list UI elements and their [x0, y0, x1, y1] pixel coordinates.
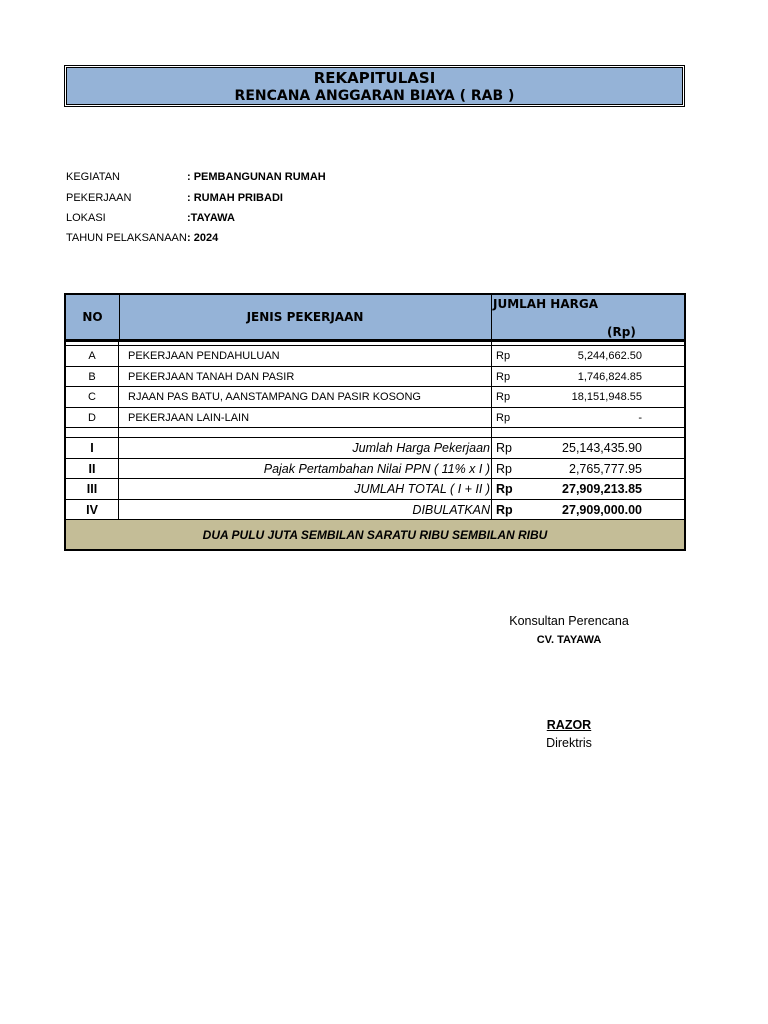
summary-value: 25,143,435.90 — [562, 441, 642, 455]
table-row — [66, 407, 684, 427]
summary-row — [66, 458, 684, 478]
summary-jenis: Pajak Pertambahan Nilai PPN ( 11% x I ) — [119, 459, 492, 478]
info-value: : RUMAH PRIBADI — [187, 192, 283, 204]
row-jenis: RJAAN PAS BATU, AANSTAMPANG DAN PASIR KOSONG — [119, 387, 492, 407]
table-row — [66, 366, 684, 386]
summary-no: I — [66, 438, 119, 458]
summary-value: 27,909,213.85 — [562, 482, 642, 496]
signature-role: Konsultan Perencana — [509, 614, 629, 628]
header-jumlah-label: JUMLAH HARGA — [493, 297, 599, 311]
row-jenis: PEKERJAAN PENDAHULUAN — [119, 346, 492, 366]
summary-currency: Rp — [496, 461, 512, 476]
info-value: : PEMBANGUNAN RUMAH — [187, 171, 326, 183]
table-row — [66, 345, 684, 366]
row-no: C — [66, 387, 119, 407]
document-subtitle: RENCANA ANGGARAN BIAYA ( RAB ) — [234, 88, 515, 104]
header-jumlah — [492, 295, 684, 339]
header-no: NO — [66, 295, 120, 339]
info-label: KEGIATAN — [66, 171, 120, 183]
row-currency: Rp — [496, 350, 511, 362]
row-currency: Rp — [496, 411, 511, 424]
header-unit-label: (Rp) — [607, 325, 636, 339]
row-value: - — [638, 411, 642, 424]
title-box — [64, 65, 685, 107]
summary-no: III — [66, 479, 119, 499]
row-currency: Rp — [496, 391, 511, 403]
summary-value: 27,909,000.00 — [562, 502, 642, 517]
summary-jenis: JUMLAH TOTAL ( I + II ) — [119, 479, 492, 499]
summary-row — [66, 478, 684, 499]
table-body — [64, 341, 686, 551]
summary-jenis: Jumlah Harga Pekerjaan — [119, 438, 492, 458]
summary-currency: Rp — [496, 482, 513, 496]
signature-company: CV. TAYAWA — [536, 634, 602, 646]
document-title: REKAPITULASI — [313, 69, 436, 87]
table-row — [66, 386, 684, 407]
summary-value: 2,765,777.95 — [569, 461, 642, 476]
info-label: PEKERJAAN — [66, 192, 132, 204]
info-label: TAHUN PELAKSANAAN — [66, 232, 187, 244]
info-value: :TAYAWA — [187, 212, 235, 224]
row-value: 1,746,824.85 — [577, 370, 642, 383]
row-jenis: PEKERJAAN TANAH DAN PASIR — [119, 367, 492, 386]
amount-in-words: DUA PULU JUTA SEMBILAN SARATU RIBU SEMBILAN RIBU — [66, 519, 684, 549]
row-no: D — [66, 408, 119, 427]
info-label: LOKASI — [66, 212, 106, 224]
row-jenis: PEKERJAAN LAIN-LAIN — [119, 408, 492, 427]
row-value: 18,151,948.55 — [571, 391, 642, 403]
summary-no: IV — [66, 500, 119, 519]
header-jenis: JENIS PEKERJAAN — [119, 295, 492, 339]
table-header — [64, 293, 686, 341]
info-value: : 2024 — [187, 232, 219, 244]
summary-no: II — [66, 459, 119, 478]
summary-currency: Rp — [496, 441, 512, 455]
row-currency: Rp — [496, 370, 511, 383]
row-no: B — [66, 367, 119, 386]
spacer-row — [66, 427, 684, 437]
row-no: A — [66, 346, 119, 366]
summary-row — [66, 499, 684, 519]
summary-row — [66, 437, 684, 458]
signatory-position: Direktris — [546, 736, 592, 750]
summary-jenis: DIBULATKAN — [119, 500, 492, 519]
summary-currency: Rp — [496, 502, 513, 517]
row-value: 5,244,662.50 — [577, 350, 642, 362]
signatory-name: RAZOR — [546, 718, 592, 732]
